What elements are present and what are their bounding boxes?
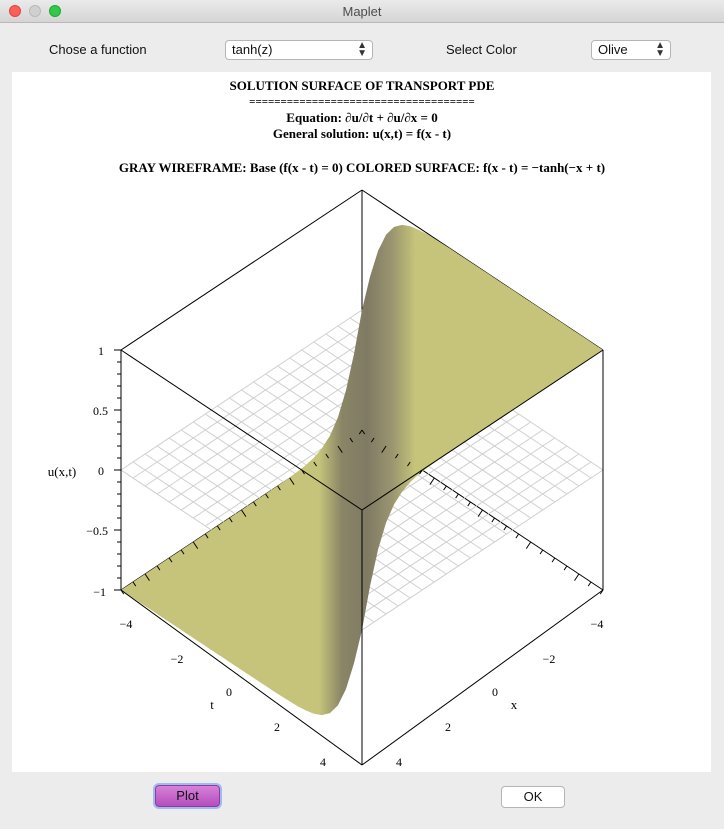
t-tick-label: 2 [274, 720, 280, 734]
color-select-value: Olive [598, 42, 628, 57]
x-axis-label: x [510, 697, 518, 712]
legend-text: GRAY WIREFRAME: Base (f(x - t) = 0) COLORED SURFACE: f(x - t) = −tanh(−x + t) [118, 160, 606, 175]
x-axis-tick-labels [396, 617, 603, 769]
t-axis-label: t [210, 697, 214, 712]
chevron-updown-icon: ▲ ▼ [655, 40, 665, 59]
x-tick-mark [552, 558, 555, 562]
x-tick-mark [526, 542, 530, 549]
window-title: Maplet [342, 4, 382, 19]
function-select-value: tanh(z) [232, 42, 273, 57]
title-separator: ==================================== [249, 96, 475, 108]
z-tick-label: −1 [93, 585, 106, 599]
function-label: Chose a function [49, 42, 147, 57]
x-tick-label: 0 [492, 685, 498, 699]
x-tick-mark [588, 582, 591, 586]
x-tick-mark [564, 566, 567, 570]
window-titlebar [0, 0, 724, 23]
x-tick-label: −4 [590, 617, 604, 631]
x-tick-mark [468, 502, 471, 506]
x-tick-mark [444, 486, 447, 490]
plot-title: SOLUTION SURFACE OF TRANSPORT PDE [229, 78, 495, 93]
t-tick-label: 4 [320, 755, 326, 769]
z-tick-label: 1 [98, 344, 104, 358]
x-tick-mark [492, 518, 495, 522]
x-tick-mark [430, 478, 434, 485]
t-tick-label: −4 [119, 617, 133, 631]
x-tick-mark [540, 550, 543, 554]
z-axis-ticks [114, 350, 121, 590]
x-tick-mark [575, 574, 579, 581]
general-solution-text: General solution: u(x,t) = f(x - t) [272, 126, 452, 141]
equation-text: Equation: ∂u/∂t + ∂u/∂x = 0 [286, 110, 438, 125]
z-tick-label: −0.5 [86, 524, 108, 538]
t-tick-label: 0 [226, 685, 232, 699]
x-tick-mark [504, 526, 507, 530]
z-axis-tick-labels [86, 344, 108, 599]
t-tick-label: −2 [170, 652, 184, 666]
plot-button[interactable]: Plot [155, 785, 220, 807]
z-tick-label: 0.5 [93, 404, 108, 418]
ok-button[interactable]: OK [501, 786, 565, 808]
plot-area[interactable] [12, 72, 711, 772]
function-select[interactable] [225, 40, 373, 60]
plot-canvas[interactable] [12, 72, 711, 772]
color-select[interactable] [591, 40, 671, 60]
x-tick-label: 4 [396, 755, 402, 769]
z-tick-label: 0 [98, 464, 104, 478]
x-tick-label: 2 [445, 720, 451, 734]
x-tick-mark [456, 494, 459, 498]
x-tick-label: −2 [542, 652, 556, 666]
x-tick-mark [516, 534, 519, 538]
chevron-updown-icon: ▲ ▼ [357, 40, 367, 59]
x-tick-mark [478, 510, 482, 517]
z-axis-label: u(x,t) [47, 464, 77, 479]
color-label: Select Color [446, 42, 517, 57]
